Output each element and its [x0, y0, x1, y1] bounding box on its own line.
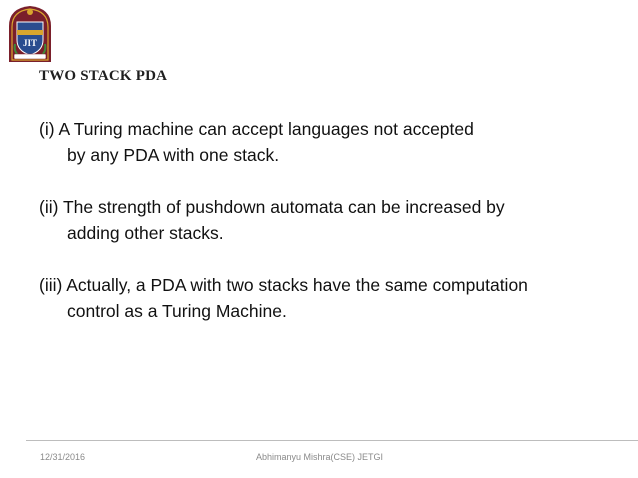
logo-shield-band	[17, 30, 43, 35]
logo-crown	[27, 9, 33, 15]
bullet-item-1	[39, 116, 629, 168]
bullet-list	[39, 116, 629, 350]
footer-date: 12/31/2016	[40, 452, 86, 462]
bullet-2-line-1: (ii) The strength of pushdown automata can be increased by	[39, 197, 505, 217]
bullet-1-line-1: (i) A Turing machine can accept languages not accepted	[39, 119, 474, 139]
bullet-item-2	[39, 194, 629, 246]
bullet-1-line-2: by any PDA with one stack.	[67, 145, 280, 165]
bullet-2-line-2: adding other stacks.	[67, 223, 224, 243]
bullet-3-line-1: (iii) Actually, a PDA with two stacks have the same computation	[39, 275, 528, 295]
college-crest-logo	[5, 4, 55, 64]
slide-title: TWO STACK PDA	[39, 68, 168, 84]
footer-author: Abhimanyu Mishra(CSE) JETGI	[256, 452, 384, 462]
bullet-item-3	[39, 272, 629, 324]
footer-divider	[26, 440, 638, 441]
bullet-3-line-2: control as a Turing Machine.	[67, 301, 287, 321]
logo-ribbon	[14, 54, 46, 59]
logo-lettering: JIT	[22, 38, 38, 48]
